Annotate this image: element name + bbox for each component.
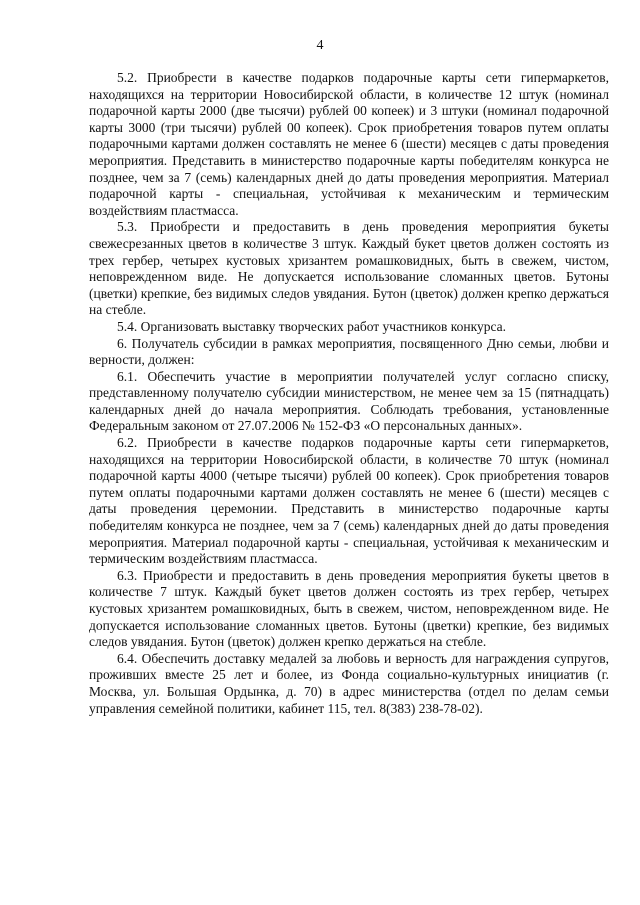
paragraph-6-4: 6.4. Обеспечить доставку медалей за любовь и верность для награждения супругов, проживших вместе 25 лет и более, из Фонда социально-культурных инициатив (г. Москва, ул. Большая Ордынка, д. 70) в адрес министерства (отдел по делам семьи управления семейной политики, кабинет 115, тел. 8(383) 238-78-02).: [89, 650, 609, 716]
paragraph-6-1: 6.1. Обеспечить участие в мероприятии получателей услуг согласно списку, представленному получателю субсидии министерством, не менее чем за 15 (пятнадцать) календарных дней до начала мероприятия. Соблюдать требования, установленные Федеральным законом от 27.07.2006 № 152-ФЗ «О персональных данных».: [89, 368, 609, 434]
page-number: 4: [316, 38, 324, 53]
document-body: [89, 70, 609, 717]
paragraph-5-2: 5.2. Приобрести в качестве подарков подарочные карты сети гипермаркетов, находящихся на территории Новосибирской области, в количестве 12 штук (номинал подарочной карты 2000 (две тысячи) рублей 00 копеек) и 3 штуки (номинал подарочной карты 3000 (три тысячи) рублей 00 копеек). Срок приобретения товаров путем оплаты подарочными картами должен составлять не менее 6 (шести) месяцев с даты проведения мероприятия. Представить в министерство подарочные карты победителям конкурса не позднее, чем за 7 (семь) календарных дней до даты проведения мероприятия. Материал подарочной карты - специальная, устойчивая к механическим и термическим воздействиям пластмасса.: [89, 70, 609, 218]
paragraph-6-3: 6.3. Приобрести и предоставить в день проведения мероприятия букеты цветов в количестве 7 штук. Каждый букет цветов должен состоять из трех гербер, четырех кустовых хризантем ромашковидных, быть в свежем, чистом, неповрежденном виде. Не допускается использование сломанных цветов. Бутоны (цветки) крепкие, без видимых следов увядания. Бутон (цветок) должен крепко держаться на стебле.: [89, 567, 609, 650]
paragraph-5-3: 5.3. Приобрести и предоставить в день проведения мероприятия букеты свежесрезанных цветов в количестве 3 штук. Каждый букет цветов должен состоять из трех гербер, четырех кустовых хризантем ромашковидных, быть в свежем, чистом, неповрежденном виде. Не допускается использование сломанных цветов. Бутоны (цветки) крепкие, без видимых следов увядания. Бутон (цветок) должен крепко держаться на стебле.: [89, 219, 609, 318]
paragraph-6-2: 6.2. Приобрести в качестве подарков подарочные карты сети гипермаркетов, находящихся на территории Новосибирской области, в количестве 70 штук (номинал подарочной карты 4000 (четыре тысячи) рублей 00 копеек). Срок приобретения товаров путем оплаты подарочными картами должен составлять не менее 6 (шести) месяцев с даты проведения церемонии. Представить в министерство подарочные карты победителям конкурса не позднее, чем за 7 (семь) календарных дней до даты проведения мероприятия. Материал подарочной карты - специальная, устойчивая к механическим и термическим воздействиям пластмасса.: [89, 435, 609, 567]
paragraph-5-4: 5.4. Организовать выставку творческих работ участников конкурса.: [117, 318, 507, 334]
paragraph-6: 6. Получатель субсидии в рамках мероприятия, посвященного Дню семьи, любви и верности, должен:: [89, 335, 609, 368]
